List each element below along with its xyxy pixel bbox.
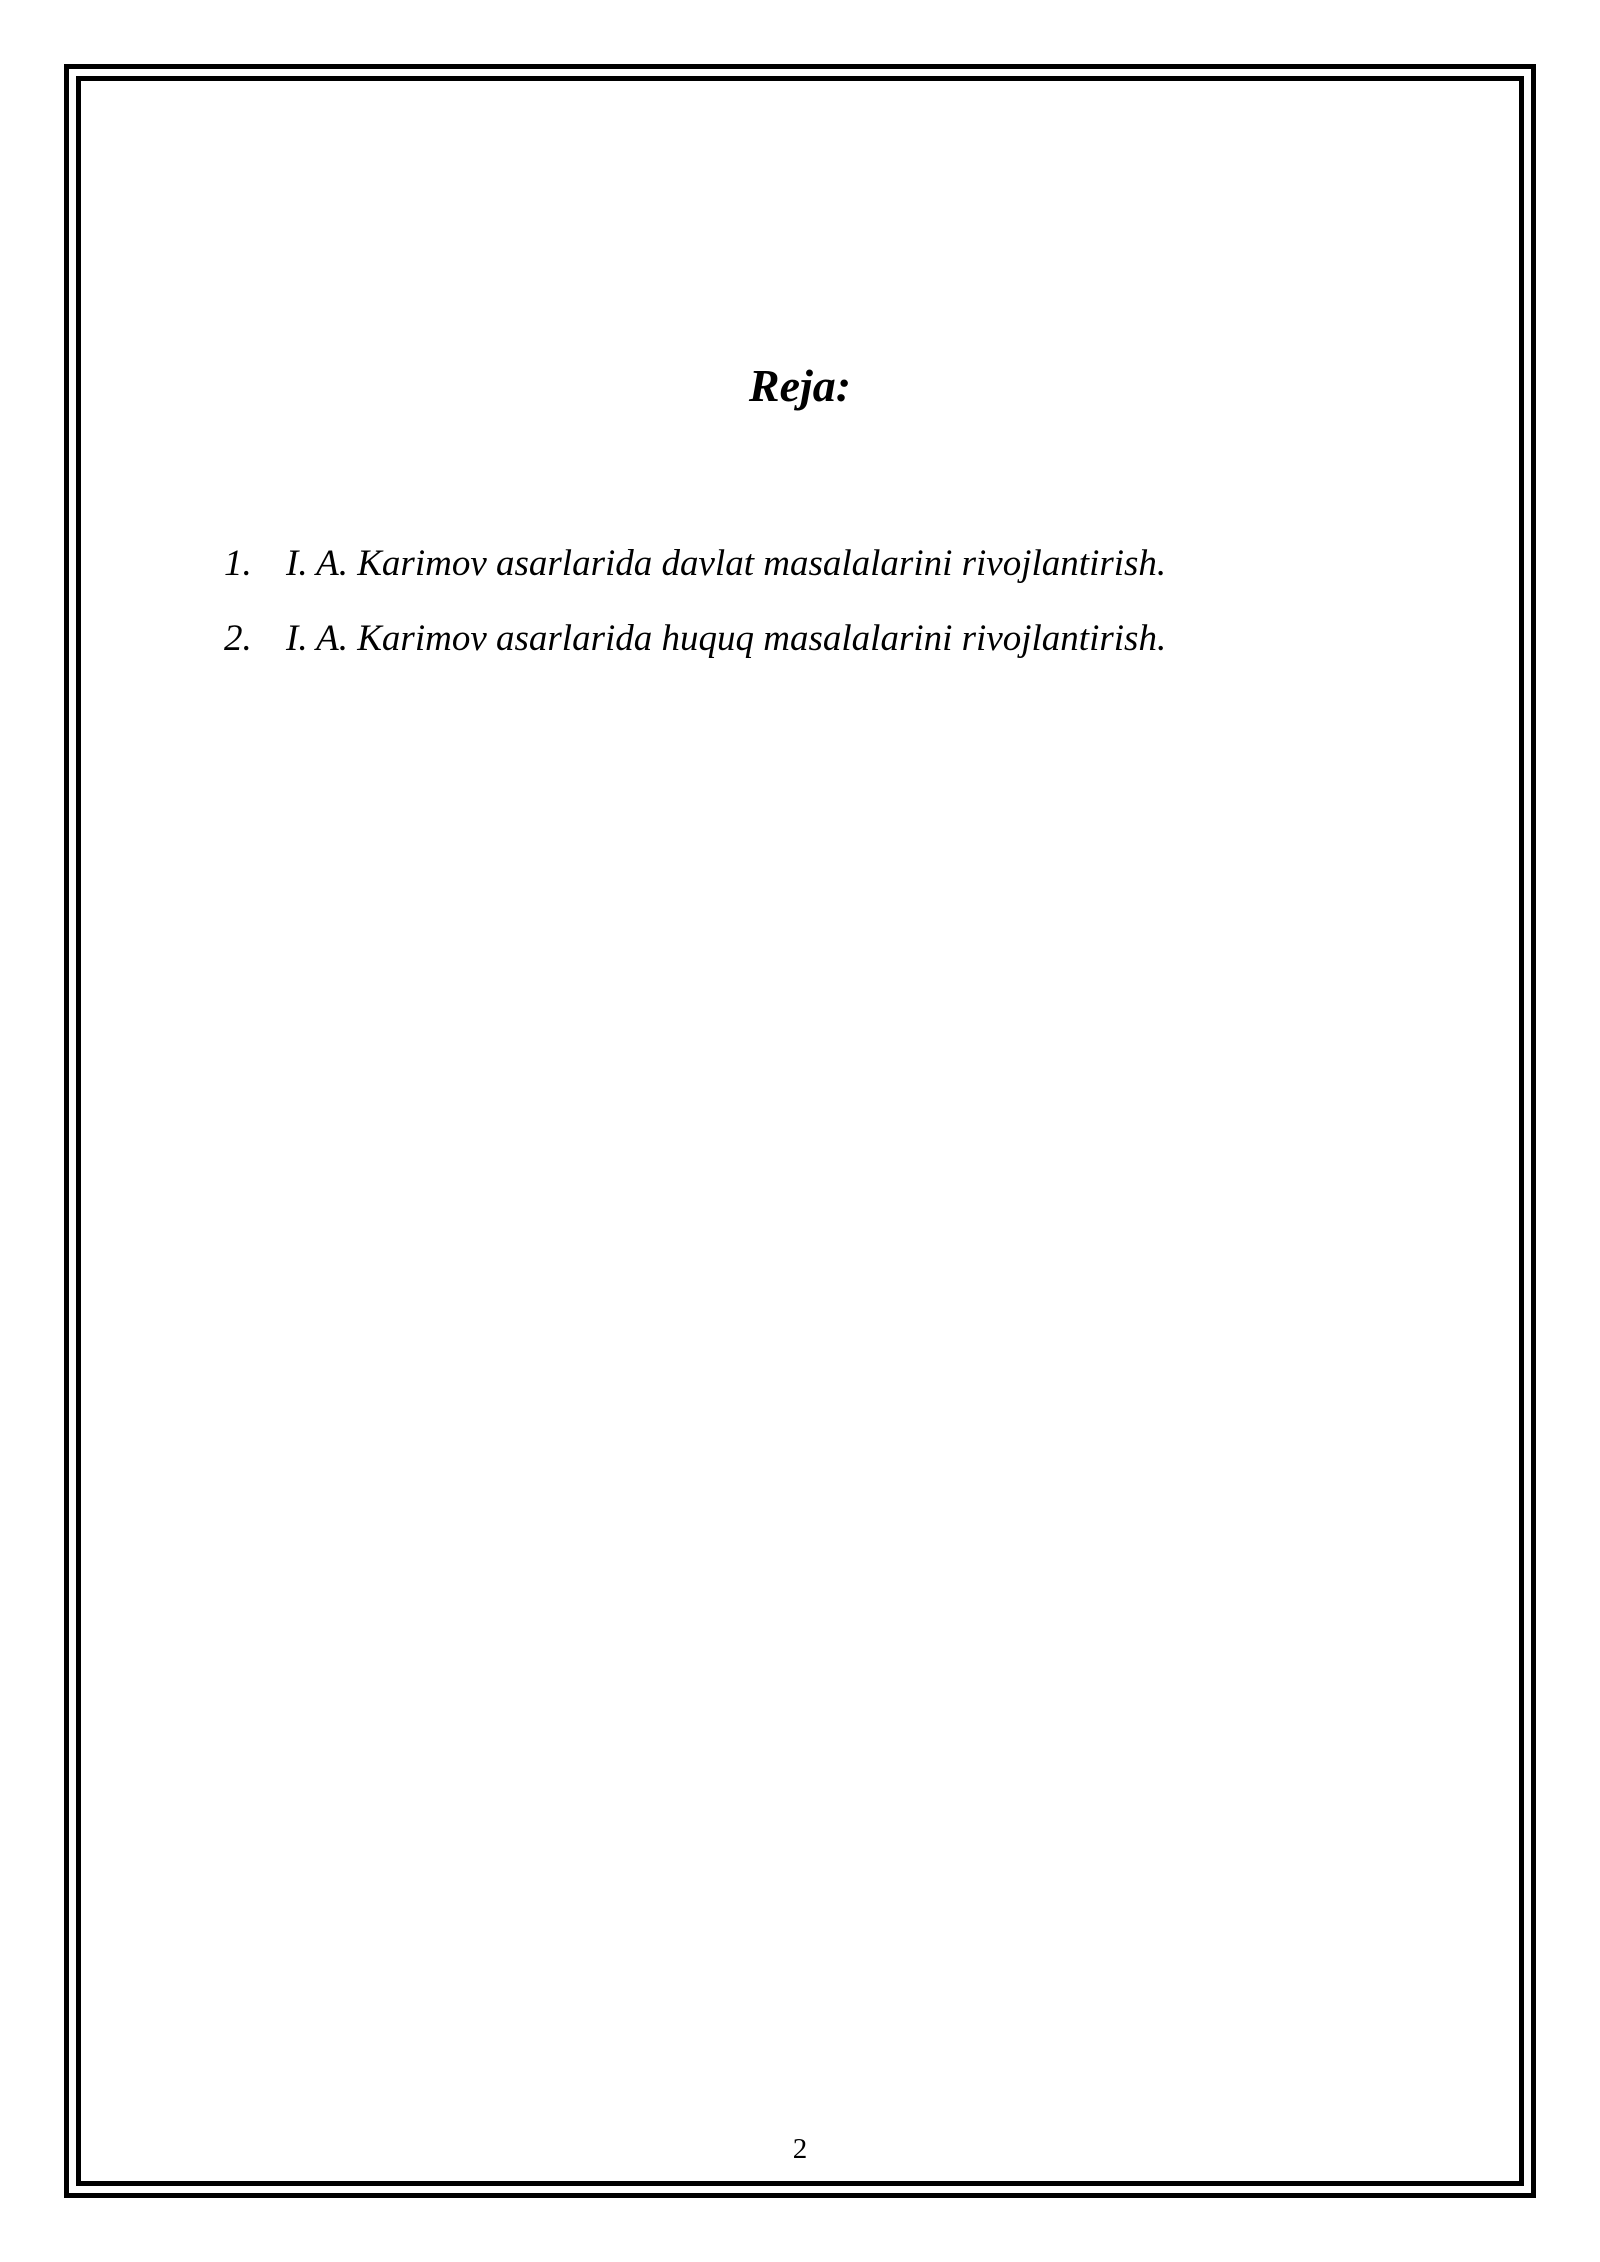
list-item-number: 1. bbox=[224, 543, 252, 584]
page-title: Reja: bbox=[748, 360, 852, 411]
list-item-number: 2. bbox=[224, 618, 252, 659]
list-item-text: I. A. Karimov asarlarida huquq masalalarini rivojlantirish. bbox=[286, 618, 1167, 659]
page-number: 2 bbox=[792, 2133, 808, 2165]
list-item-text: I. A. Karimov asarlarida davlat masalalarini rivojlantirish. bbox=[286, 543, 1167, 584]
list-item bbox=[224, 601, 1424, 676]
plan-list bbox=[224, 526, 1424, 676]
list-item bbox=[224, 526, 1424, 601]
